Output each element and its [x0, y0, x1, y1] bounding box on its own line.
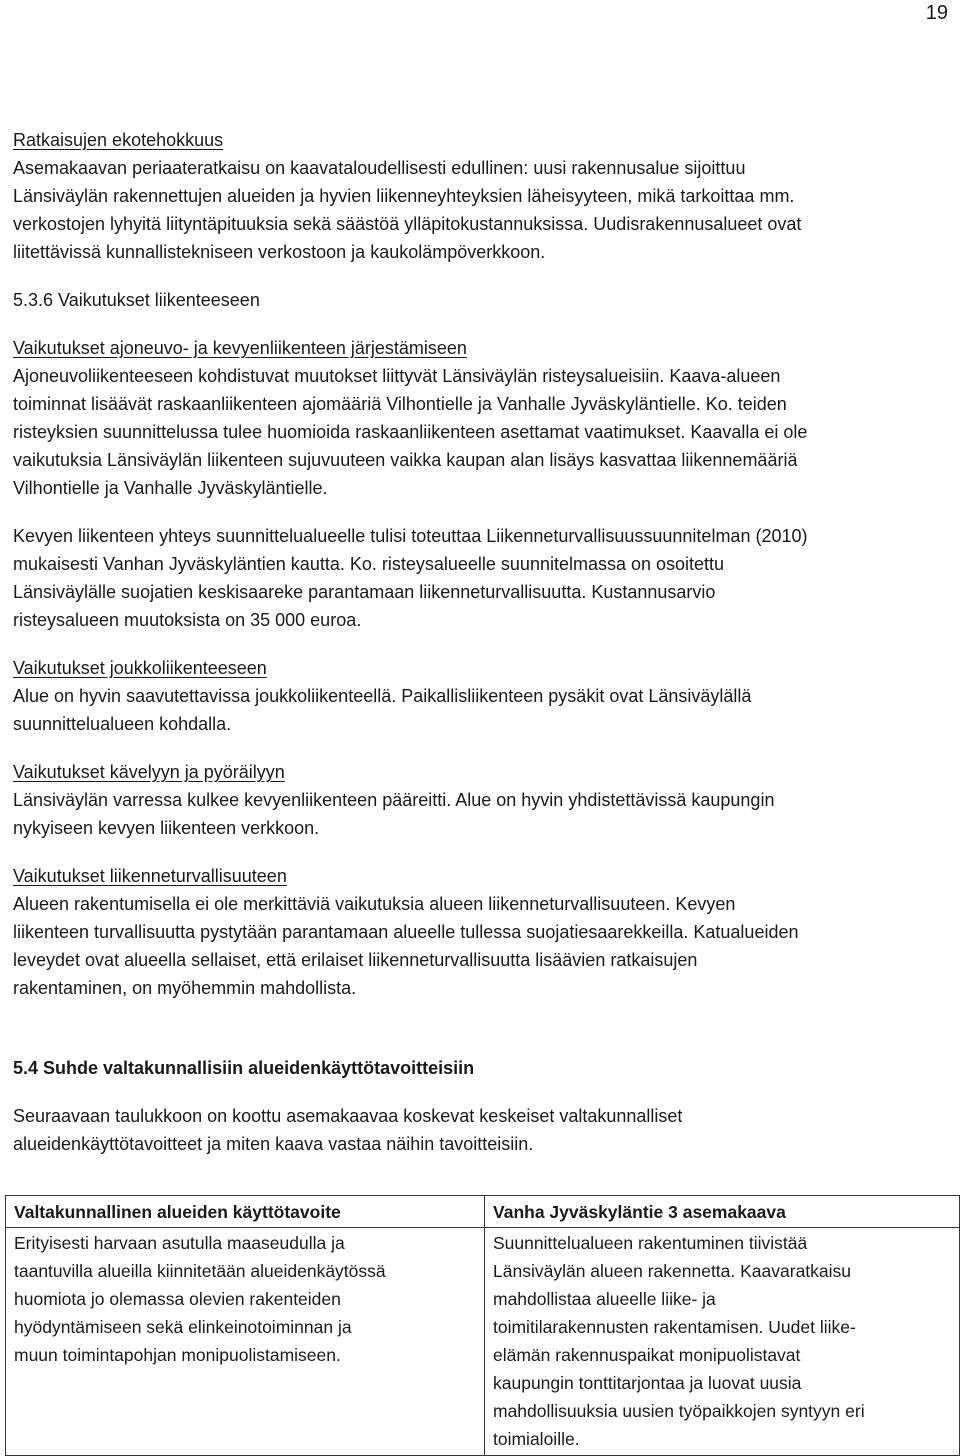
cell-text-line: huomiota jo olemassa olevien rakenteiden: [14, 1289, 341, 1309]
table-cell-objective: [6, 1228, 485, 1456]
paragraph-line: Länsiväylälle suojatien keskisaareke parantamaan liikenneturvallisuutta. Kustannusarvio: [13, 582, 716, 602]
cell-text-line: toimialoille.: [493, 1429, 580, 1449]
cell-text-line: muun toimintapohjan monipuolistamiseen.: [14, 1345, 341, 1365]
page-number: 19: [925, 2, 948, 24]
cell-text-line: Erityisesti harvaan asutulla maaseudulla ja: [14, 1233, 345, 1253]
paragraph-line: verkostojen lyhyitä liityntäpituuksia sekä säästöä ylläpitokustannuksissa. Uudisrakennusalueet ovat: [13, 214, 802, 234]
document-body: [13, 126, 953, 1158]
paragraph-line: leveydet ovat alueella sellaiset, että erilaiset liikenneturvallisuutta lisäävien ratkaisujen: [13, 950, 698, 970]
subheading-public-transport: Vaikutukset joukkoliikenteeseen: [13, 658, 267, 678]
subheading-traffic-safety: Vaikutukset liikenneturvallisuuteen: [13, 866, 287, 886]
paragraph-line: vaikutuksia Länsiväylän liikenteen sujuvuuteen vaikka kaupan alan lisäys kasvattaa liikennemääriä: [13, 450, 798, 470]
paragraph-line: mukaisesti Vanhan Jyväskyläntien kautta. Ko. risteysalueelle suunnitelmassa on osoitettu: [13, 554, 725, 574]
table-header-cell: Vanha Jyväskyläntie 3 asemakaava: [485, 1196, 960, 1228]
cell-text-line: mahdollisuuksia uusien työpaikkojen syntyyn eri: [493, 1401, 865, 1421]
cell-text-line: Suunnittelualueen rakentuminen tiivistää: [493, 1233, 808, 1253]
subheading-vehicle-traffic: Vaikutukset ajoneuvo- ja kevyenliikenteen järjestämiseen: [13, 338, 467, 358]
cell-text-line: mahdollistaa alueelle liike- ja: [493, 1289, 716, 1309]
paragraph-line: Länsiväylän varressa kulkee kevyenliikenteen pääreitti. Alue on hyvin yhdistettävissä kaupungin: [13, 790, 775, 810]
paragraph-line: Asemakaavan periaateratkaisu on kaavataloudellisesti edullinen: uusi rakennusalue sijoittuu: [13, 158, 746, 178]
subheading-walking-cycling: Vaikutukset kävelyyn ja pyöräilyyn: [13, 762, 285, 782]
paragraph-line: toiminnat lisäävät raskaanliikenteen ajomääriä Vilhontielle ja Vanhalle Jyväskyläntielle. Ko. teiden: [13, 394, 787, 414]
paragraph-line: Ajoneuvoliikenteeseen kohdistuvat muutokset liittyvät Länsiväylän risteysalueisiin. Kaava-alueen: [13, 366, 781, 386]
section-heading-ecoefficiency: Ratkaisujen ekotehokkuus: [13, 130, 224, 150]
table-header-row: [6, 1196, 960, 1228]
cell-text-line: hyödyntämiseen sekä elinkeinotoiminnan ja: [14, 1317, 352, 1337]
paragraph-line: Länsiväylän rakennettujen alueiden ja hyvien liikenneyhteyksien läheisyyteen, mikä tarkoittaa mm.: [13, 186, 795, 206]
paragraph-line: rakentaminen, on myöhemmin mahdollista.: [13, 978, 357, 998]
section-heading-national-objectives: 5.4 Suhde valtakunnallisiin alueidenkäyttötavoitteisiin: [13, 1058, 475, 1078]
paragraph-line: Seuraavaan taulukkoon on koottu asemakaavaa koskevat keskeiset valtakunnalliset: [13, 1106, 683, 1126]
paragraph-line: Kevyen liikenteen yhteys suunnittelualueelle tulisi toteuttaa Liikenneturvallisuussuunnitelman (2010): [13, 526, 808, 546]
cell-text-line: kaupungin tonttitarjontaa ja luovat uusia: [493, 1373, 802, 1393]
paragraph-line: liitettävissä kunnallistekniseen verkostoon ja kaukolämpöverkkoon.: [13, 242, 546, 262]
cell-text-line: elämän rakennuspaikat monipuolistavat: [493, 1345, 801, 1365]
paragraph-line: alueidenkäyttötavoitteet ja miten kaava vastaa näihin tavoitteisiin.: [13, 1134, 534, 1154]
paragraph-line: Vilhontielle ja Vanhalle Jyväskyläntielle.: [13, 478, 328, 498]
paragraph-line: Alueen rakentumisella ei ole merkittäviä vaikutuksia alueen liikenneturvallisuuteen. Kevyen: [13, 894, 736, 914]
table-row: [6, 1228, 960, 1456]
paragraph-line: nykyiseen kevyen liikenteen verkkoon.: [13, 818, 320, 838]
table-header-cell: Valtakunnallinen alueiden käyttötavoite: [6, 1196, 485, 1228]
paragraph-line: risteyksien suunnittelussa tulee huomioida raskaanliikenteen asettamat vaatimukset. Kaavalla ei ole: [13, 422, 808, 442]
table-cell-plan-response: [485, 1228, 960, 1456]
cell-text-line: toimitilarakennusten rakentamisen. Uudet liike-: [493, 1317, 856, 1337]
paragraph-line: risteysalueen muutoksista on 35 000 euroa.: [13, 610, 362, 630]
objectives-table: [5, 1195, 960, 1456]
paragraph-line: Alue on hyvin saavutettavissa joukkoliikenteellä. Paikallisliikenteen pysäkit ovat Länsiväylällä: [13, 686, 752, 706]
paragraph-line: suunnittelualueen kohdalla.: [13, 714, 232, 734]
paragraph-line: liikenteen turvallisuutta pystytään parantamaan alueelle tullessa suojatiesaarekkeilla. Katualueiden: [13, 922, 799, 942]
section-heading-traffic: 5.3.6 Vaikutukset liikenteeseen: [13, 290, 260, 310]
cell-text-line: taantuvilla alueilla kiinnitetään alueidenkäytössä: [14, 1261, 386, 1281]
cell-text-line: Länsiväylän alueen rakennetta. Kaavaratkaisu: [493, 1261, 852, 1281]
